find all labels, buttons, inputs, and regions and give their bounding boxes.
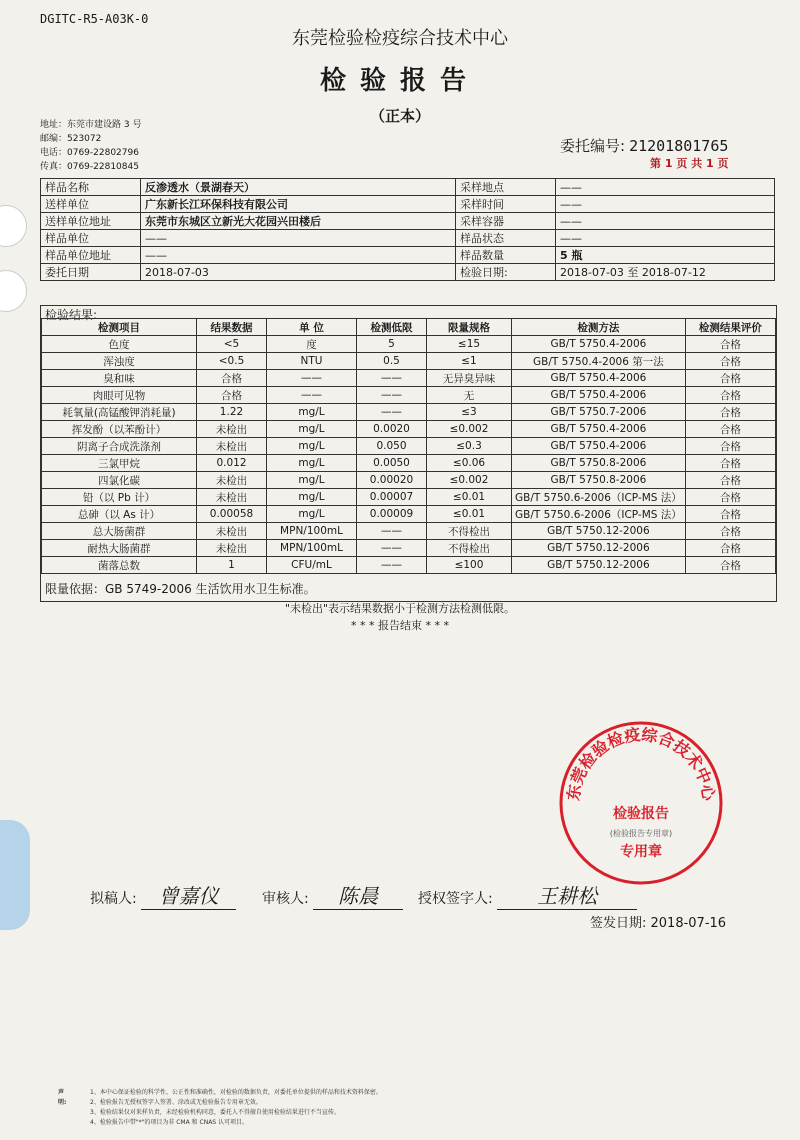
seal-inner-text-2: 专用章 [620,844,662,860]
sample-unit: —— [141,230,456,247]
table-cell: 未检出 [197,472,267,489]
sample-info-table [40,178,775,281]
table-cell: 肉眼可见物 [42,387,197,404]
issue-date: 签发日期: 2018-07-16 [590,916,727,931]
reviewer-signature: 陈晨 [338,884,379,908]
binder-tab [0,820,30,930]
table-cell: 菌落总数 [42,557,197,574]
entrust-date-label: 委托日期 [41,264,141,281]
sampling-time: —— [556,196,775,213]
table-cell: mg/L [267,455,357,472]
table-cell: 合格 [685,336,775,353]
table-cell: 0.050 [357,438,427,455]
table-cell: ≤0.06 [427,455,512,472]
authorizer-label: 授权签字人: [418,891,493,907]
table-cell: 0.0020 [357,421,427,438]
sender-addr-label: 送样单位地址 [41,213,141,230]
table-row [42,353,776,370]
table-cell: ≤0.002 [427,472,512,489]
table-row [42,370,776,387]
table-cell: —— [357,387,427,404]
table-cell: 1 [197,557,267,574]
reviewer [262,880,403,910]
table-cell: GB/T 5750.6-2006（ICP-MS 法） [512,489,686,506]
table-cell: GB/T 5750.7-2006 [512,404,686,421]
table-cell: —— [357,540,427,557]
seal-ring-text: 东莞检验检疫综合技术中心 [563,724,719,802]
sample-unit-label: 样品单位 [41,230,141,247]
table-cell: MPN/100mL [267,540,357,557]
table-cell: GB/T 5750.12-2006 [512,557,686,574]
table-cell: 0.00009 [357,506,427,523]
table-cell: 未检出 [197,421,267,438]
table-cell: ≤0.3 [427,438,512,455]
table-cell: 合格 [685,489,775,506]
report-title: 检验报告 [319,66,480,96]
sample-state: —— [556,230,775,247]
table-cell: CFU/mL [267,557,357,574]
table-cell: mg/L [267,506,357,523]
table-cell: 阴离子合成洗涤剂 [42,438,197,455]
seal-small-text: (检验报告专用章) [609,829,673,838]
table-cell: ≤100 [427,557,512,574]
official-seal [556,718,726,888]
disclaimer-item: 2、检验报告无授权签字人签署、涂改或无检验报告专用章无效。 [90,1099,262,1106]
sample-name-label: 样品名称 [41,179,141,196]
table-row [42,438,776,455]
table-cell: —— [267,387,357,404]
table-row [42,404,776,421]
not-detected-note: "未检出"表示结果数据小于检测方法检测低限。 [284,602,516,615]
table-cell: 挥发酚（以苯酚计） [42,421,197,438]
table-cell: 耐热大肠菌群 [42,540,197,557]
table-row [42,540,776,557]
center-name: 东莞检验检疫综合技术中心 [292,28,508,49]
fax-line: 传真：0769-22810845 [40,162,139,172]
table-cell: 合格 [685,455,775,472]
tel-line: 电话：0769-22802796 [40,148,139,158]
table-row [42,523,776,540]
zip-line: 邮编：523072 [40,134,102,144]
drafter [90,880,236,910]
table-cell: 三氯甲烷 [42,455,197,472]
reviewer-label: 审核人: [262,891,309,907]
results-header-cell: 检测方法 [512,319,686,336]
table-cell: 0.0050 [357,455,427,472]
table-row [42,336,776,353]
table-cell: NTU [267,353,357,370]
test-date-label: 检验日期: [456,264,556,281]
table-cell: GB/T 5750.6-2006（ICP-MS 法） [512,506,686,523]
entrust-date: 2018-07-03 [141,264,456,281]
table-cell: GB/T 5750.4-2006 [512,387,686,404]
disclaimer-item: 1、本中心保证检验的科学性、公正性和准确性，对检验的数据负责，对委托单位提供的样品和技术资料保密。 [90,1089,382,1096]
table-cell: 未检出 [197,438,267,455]
copy-type: （正本） [369,107,430,125]
table-cell: 0.00020 [357,472,427,489]
results-header-cell: 限量规格 [427,319,512,336]
disclaimer-item: 3、检验结果仅对来样负责，未经检验机构同意，委托人不得擅自使用检验结果进行不当宣传。 [90,1109,340,1116]
sample-unit-addr: —— [141,247,456,264]
doc-code: DGITC-R5-A03K-0 [40,12,149,26]
address-line: 地址：东莞市建设路 3 号 [40,120,142,130]
table-cell: 5 [357,336,427,353]
table-cell: <0.5 [197,353,267,370]
report-end: * * * 报告结束 * * * [351,619,449,632]
table-cell: 合格 [685,540,775,557]
table-cell: 合格 [685,370,775,387]
table-cell: ≤1 [427,353,512,370]
table-cell: 未检出 [197,523,267,540]
sender-label: 送样单位 [41,196,141,213]
sender: 广东新长江环保科技有限公司 [141,196,456,213]
sender-addr: 东莞市东城区立新光大花园兴田楼后 [141,213,456,230]
table-cell: 合格 [685,506,775,523]
table-cell: GB/T 5750.4-2006 [512,438,686,455]
drafter-signature: 曾嘉仪 [158,884,219,908]
table-cell: 总大肠菌群 [42,523,197,540]
table-cell: 0.012 [197,455,267,472]
sample-state-label: 样品状态 [456,230,556,247]
sampling-container-label: 采样容器 [456,213,556,230]
table-cell: 未检出 [197,540,267,557]
table-cell: 无异臭异味 [427,370,512,387]
table-cell: 合格 [685,438,775,455]
table-cell: —— [267,370,357,387]
disclaimer-head: 声明: [58,1089,67,1106]
table-cell: 铅（以 Pb 计） [42,489,197,506]
results-label: 检验结果: [45,308,98,322]
drafter-label: 拟稿人: [90,891,137,907]
authorizer [418,880,637,910]
sampling-place-label: 采样地点 [456,179,556,196]
table-cell: 合格 [685,557,775,574]
table-cell: 合格 [685,387,775,404]
limit-basis: 限量依据：GB 5749-2006 生活饮用水卫生标准。 [45,582,316,596]
table-cell: —— [357,557,427,574]
table-cell: GB/T 5750.4-2006 [512,421,686,438]
table-cell: GB/T 5750.4-2006 [512,336,686,353]
table-cell: 0.00007 [357,489,427,506]
table-cell: 合格 [685,421,775,438]
results-header-cell: 单 位 [267,319,357,336]
table-cell: ≤3 [427,404,512,421]
sample-qty: 5 瓶 [556,247,775,264]
results-section [40,305,777,602]
table-row [42,472,776,489]
table-cell: GB/T 5750.8-2006 [512,455,686,472]
entrust-number [560,135,728,156]
table-cell: 合格 [685,472,775,489]
table-cell: ≤15 [427,336,512,353]
sample-qty-label: 样品数量 [456,247,556,264]
table-cell: mg/L [267,472,357,489]
table-cell: ≤0.01 [427,506,512,523]
table-row [42,557,776,574]
sample-unit-addr-label: 样品单位地址 [41,247,141,264]
table-row [42,489,776,506]
table-cell: —— [357,523,427,540]
seal-inner-text: 检验报告 [613,806,669,822]
sampling-place: —— [556,179,775,196]
table-cell: GB/T 5750.12-2006 [512,540,686,557]
table-cell: mg/L [267,404,357,421]
table-cell: 不得检出 [427,523,512,540]
punch-hole [0,205,27,247]
table-cell: GB/T 5750.4-2006 第一法 [512,353,686,370]
table-cell: ≤0.01 [427,489,512,506]
svg-text:东莞检验检疫综合技术中心 [564,725,719,803]
table-cell: 耗氧量(高锰酸钾消耗量) [42,404,197,421]
table-cell: mg/L [267,489,357,506]
table-row [42,455,776,472]
table-cell: 臭和味 [42,370,197,387]
disclaimer-item: 4、检验报告中带"*"的项目为非 CMA 和 CNAS 认可项目。 [90,1119,249,1126]
table-cell: —— [357,404,427,421]
table-cell: GB/T 5750.8-2006 [512,472,686,489]
results-header-cell: 检测结果评价 [685,319,775,336]
table-cell: 1.22 [197,404,267,421]
table-cell: 不得检出 [427,540,512,557]
table-cell: mg/L [267,421,357,438]
table-cell: 未检出 [197,489,267,506]
table-cell: 度 [267,336,357,353]
table-cell: GB/T 5750.4-2006 [512,370,686,387]
results-table [41,318,776,574]
table-cell: 合格 [685,404,775,421]
table-cell: 0.5 [357,353,427,370]
sampling-container: —— [556,213,775,230]
table-cell: GB/T 5750.12-2006 [512,523,686,540]
table-cell: 0.00058 [197,506,267,523]
sampling-time-label: 采样时间 [456,196,556,213]
test-date: 2018-07-03 至 2018-07-12 [556,264,775,281]
table-cell: <5 [197,336,267,353]
results-header-cell: 检测低限 [357,319,427,336]
table-cell: 四氯化碳 [42,472,197,489]
table-cell: 无 [427,387,512,404]
table-cell: ≤0.002 [427,421,512,438]
table-cell: 合格 [685,353,775,370]
results-header-cell: 检测项目 [42,319,197,336]
table-cell: MPN/100mL [267,523,357,540]
results-header-cell: 结果数据 [197,319,267,336]
table-cell: 色度 [42,336,197,353]
address-block [40,118,141,174]
table-cell: 浑浊度 [42,353,197,370]
table-cell: —— [357,370,427,387]
table-cell: 合格 [197,387,267,404]
punch-hole [0,270,27,312]
sample-name: 反渗透水（景湖春天） [141,179,456,196]
table-row [42,421,776,438]
table-row [42,506,776,523]
table-cell: 合格 [685,523,775,540]
table-cell: mg/L [267,438,357,455]
authorizer-signature: 王耕松 [537,884,598,908]
table-cell: 总砷（以 As 计） [42,506,197,523]
entrust-label: 委托编号: [560,137,626,155]
page-info: 第 1 页 共 1 页 [650,157,729,170]
entrust-value: 21201801765 [629,137,729,155]
table-cell: 合格 [197,370,267,387]
table-row [42,387,776,404]
